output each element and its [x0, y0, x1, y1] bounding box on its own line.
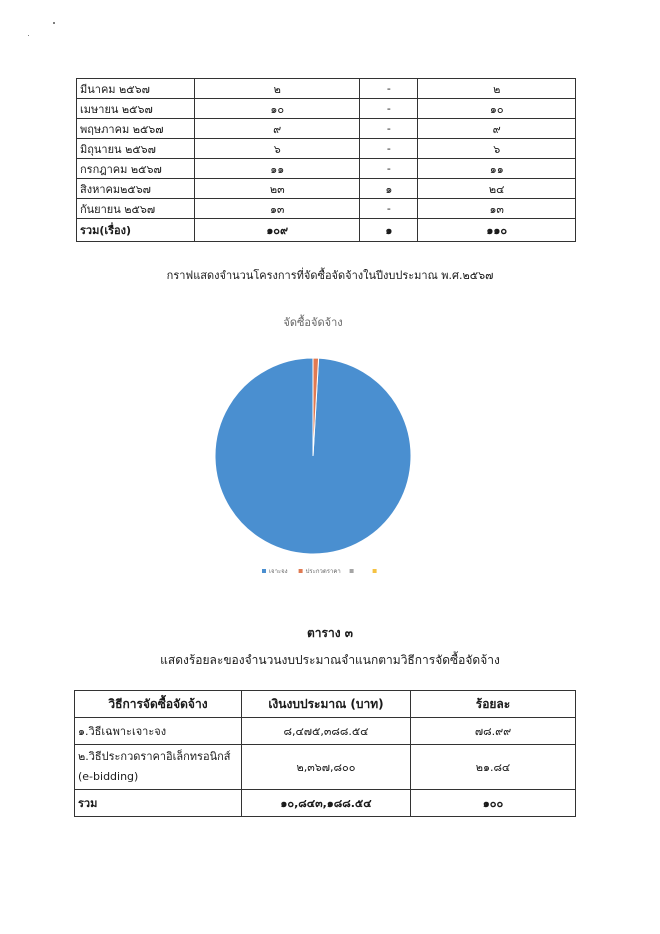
legend-label-1: ประกวดราคา — [305, 568, 341, 575]
total-budget-cell: ๑๐,๘๔๓,๑๘๘.๕๔ — [242, 790, 411, 817]
scan-speck — [53, 22, 55, 24]
monthly-procurement-table — [76, 78, 576, 242]
table-row — [75, 745, 576, 790]
legend-swatch-1 — [299, 569, 303, 573]
count-a-cell: ๙ — [195, 119, 360, 139]
total-percent-cell: ๑๐๐ — [411, 790, 576, 817]
month-cell: มิถุนายน ๒๕๖๗ — [77, 139, 195, 159]
header-percent: ร้อยละ — [411, 691, 576, 718]
chart-title: จัดซื้อจัดจ้าง — [283, 316, 343, 329]
table3-subtitle: แสดงร้อยละของจำนวนงบประมาณจำแนกตามวิธีการจัดซื้อจัดจ้าง — [160, 653, 500, 667]
month-cell: กันยายน ๒๕๖๗ — [77, 199, 195, 219]
legend-swatch-3 — [373, 569, 377, 573]
table-total-row — [77, 219, 576, 242]
count-a-cell: ๑๑ — [195, 159, 360, 179]
month-cell: เมษายน ๒๕๖๗ — [77, 99, 195, 119]
total-cell: ๖ — [418, 139, 576, 159]
header-budget: เงินงบประมาณ (บาท) — [242, 691, 411, 718]
table-row — [77, 179, 576, 199]
month-cell: พฤษภาคม ๒๕๖๗ — [77, 119, 195, 139]
table-row — [77, 159, 576, 179]
count-a-cell: ๒ — [195, 79, 360, 99]
count-b-cell: - — [360, 159, 418, 179]
table-total-row — [75, 790, 576, 817]
count-b-cell: ๑ — [360, 179, 418, 199]
month-cell: รวม(เรื่อง) — [77, 219, 195, 242]
table-row — [77, 199, 576, 219]
total-cell: ๒๔ — [418, 179, 576, 199]
count-b-cell: - — [360, 99, 418, 119]
count-b-cell: - — [360, 79, 418, 99]
table-row — [77, 139, 576, 159]
total-label-cell: รวม — [75, 790, 242, 817]
budget-cell: ๒,๓๖๗,๘๐๐ — [242, 745, 411, 790]
total-cell: ๙ — [418, 119, 576, 139]
total-cell: ๑๓ — [418, 199, 576, 219]
month-cell: มีนาคม ๒๕๖๗ — [77, 79, 195, 99]
legend-swatch-2 — [350, 569, 354, 573]
header-method: วิธีการจัดซื้อจัดจ้าง — [75, 691, 242, 718]
legend-swatch-0 — [262, 569, 266, 573]
count-b-cell: - — [360, 199, 418, 219]
total-cell: ๒ — [418, 79, 576, 99]
method-line-2: (e-bidding) — [78, 770, 139, 783]
percent-cell: ๒๑.๘๔ — [411, 745, 576, 790]
count-b-cell: - — [360, 119, 418, 139]
chart-caption: กราฟแสดงจำนวนโครงการที่จัดซื้อจัดจ้างในปีงบประมาณ พ.ศ.๒๕๖๗ — [166, 269, 494, 282]
method-cell: ๑.วิธีเฉพาะเจาะจง — [75, 718, 242, 745]
count-a-cell: ๑๓ — [195, 199, 360, 219]
scan-speck — [28, 35, 29, 36]
total-cell: ๑๑ — [418, 159, 576, 179]
table-row — [77, 119, 576, 139]
count-a-cell: ๑๐ — [195, 99, 360, 119]
count-a-cell: ๑๐๙ — [195, 219, 360, 242]
count-a-cell: ๖ — [195, 139, 360, 159]
table-row — [77, 99, 576, 119]
pie-chart — [200, 305, 430, 585]
total-cell: ๑๑๐ — [418, 219, 576, 242]
legend-label-0: เจาะจง — [269, 568, 288, 575]
month-cell: กรกฎาคม ๒๕๖๗ — [77, 159, 195, 179]
count-a-cell: ๒๓ — [195, 179, 360, 199]
month-cell: สิงหาคม๒๕๖๗ — [77, 179, 195, 199]
method-cell — [75, 745, 242, 790]
count-b-cell: ๑ — [360, 219, 418, 242]
method-line-1: ๒.วิธีประกวดราคาอิเล็กทรอนิกส์ — [78, 750, 231, 763]
count-b-cell: - — [360, 139, 418, 159]
percent-cell: ๗๘.๙๙ — [411, 718, 576, 745]
budget-cell: ๘,๔๗๕,๓๘๘.๕๔ — [242, 718, 411, 745]
table-row — [75, 718, 576, 745]
table3-title: ตาราง ๓ — [307, 626, 353, 640]
total-cell: ๑๐ — [418, 99, 576, 119]
budget-percentage-table — [74, 690, 576, 817]
table3-header-row — [75, 691, 576, 718]
pie-chart-svg — [200, 305, 430, 585]
table-row — [77, 79, 576, 99]
